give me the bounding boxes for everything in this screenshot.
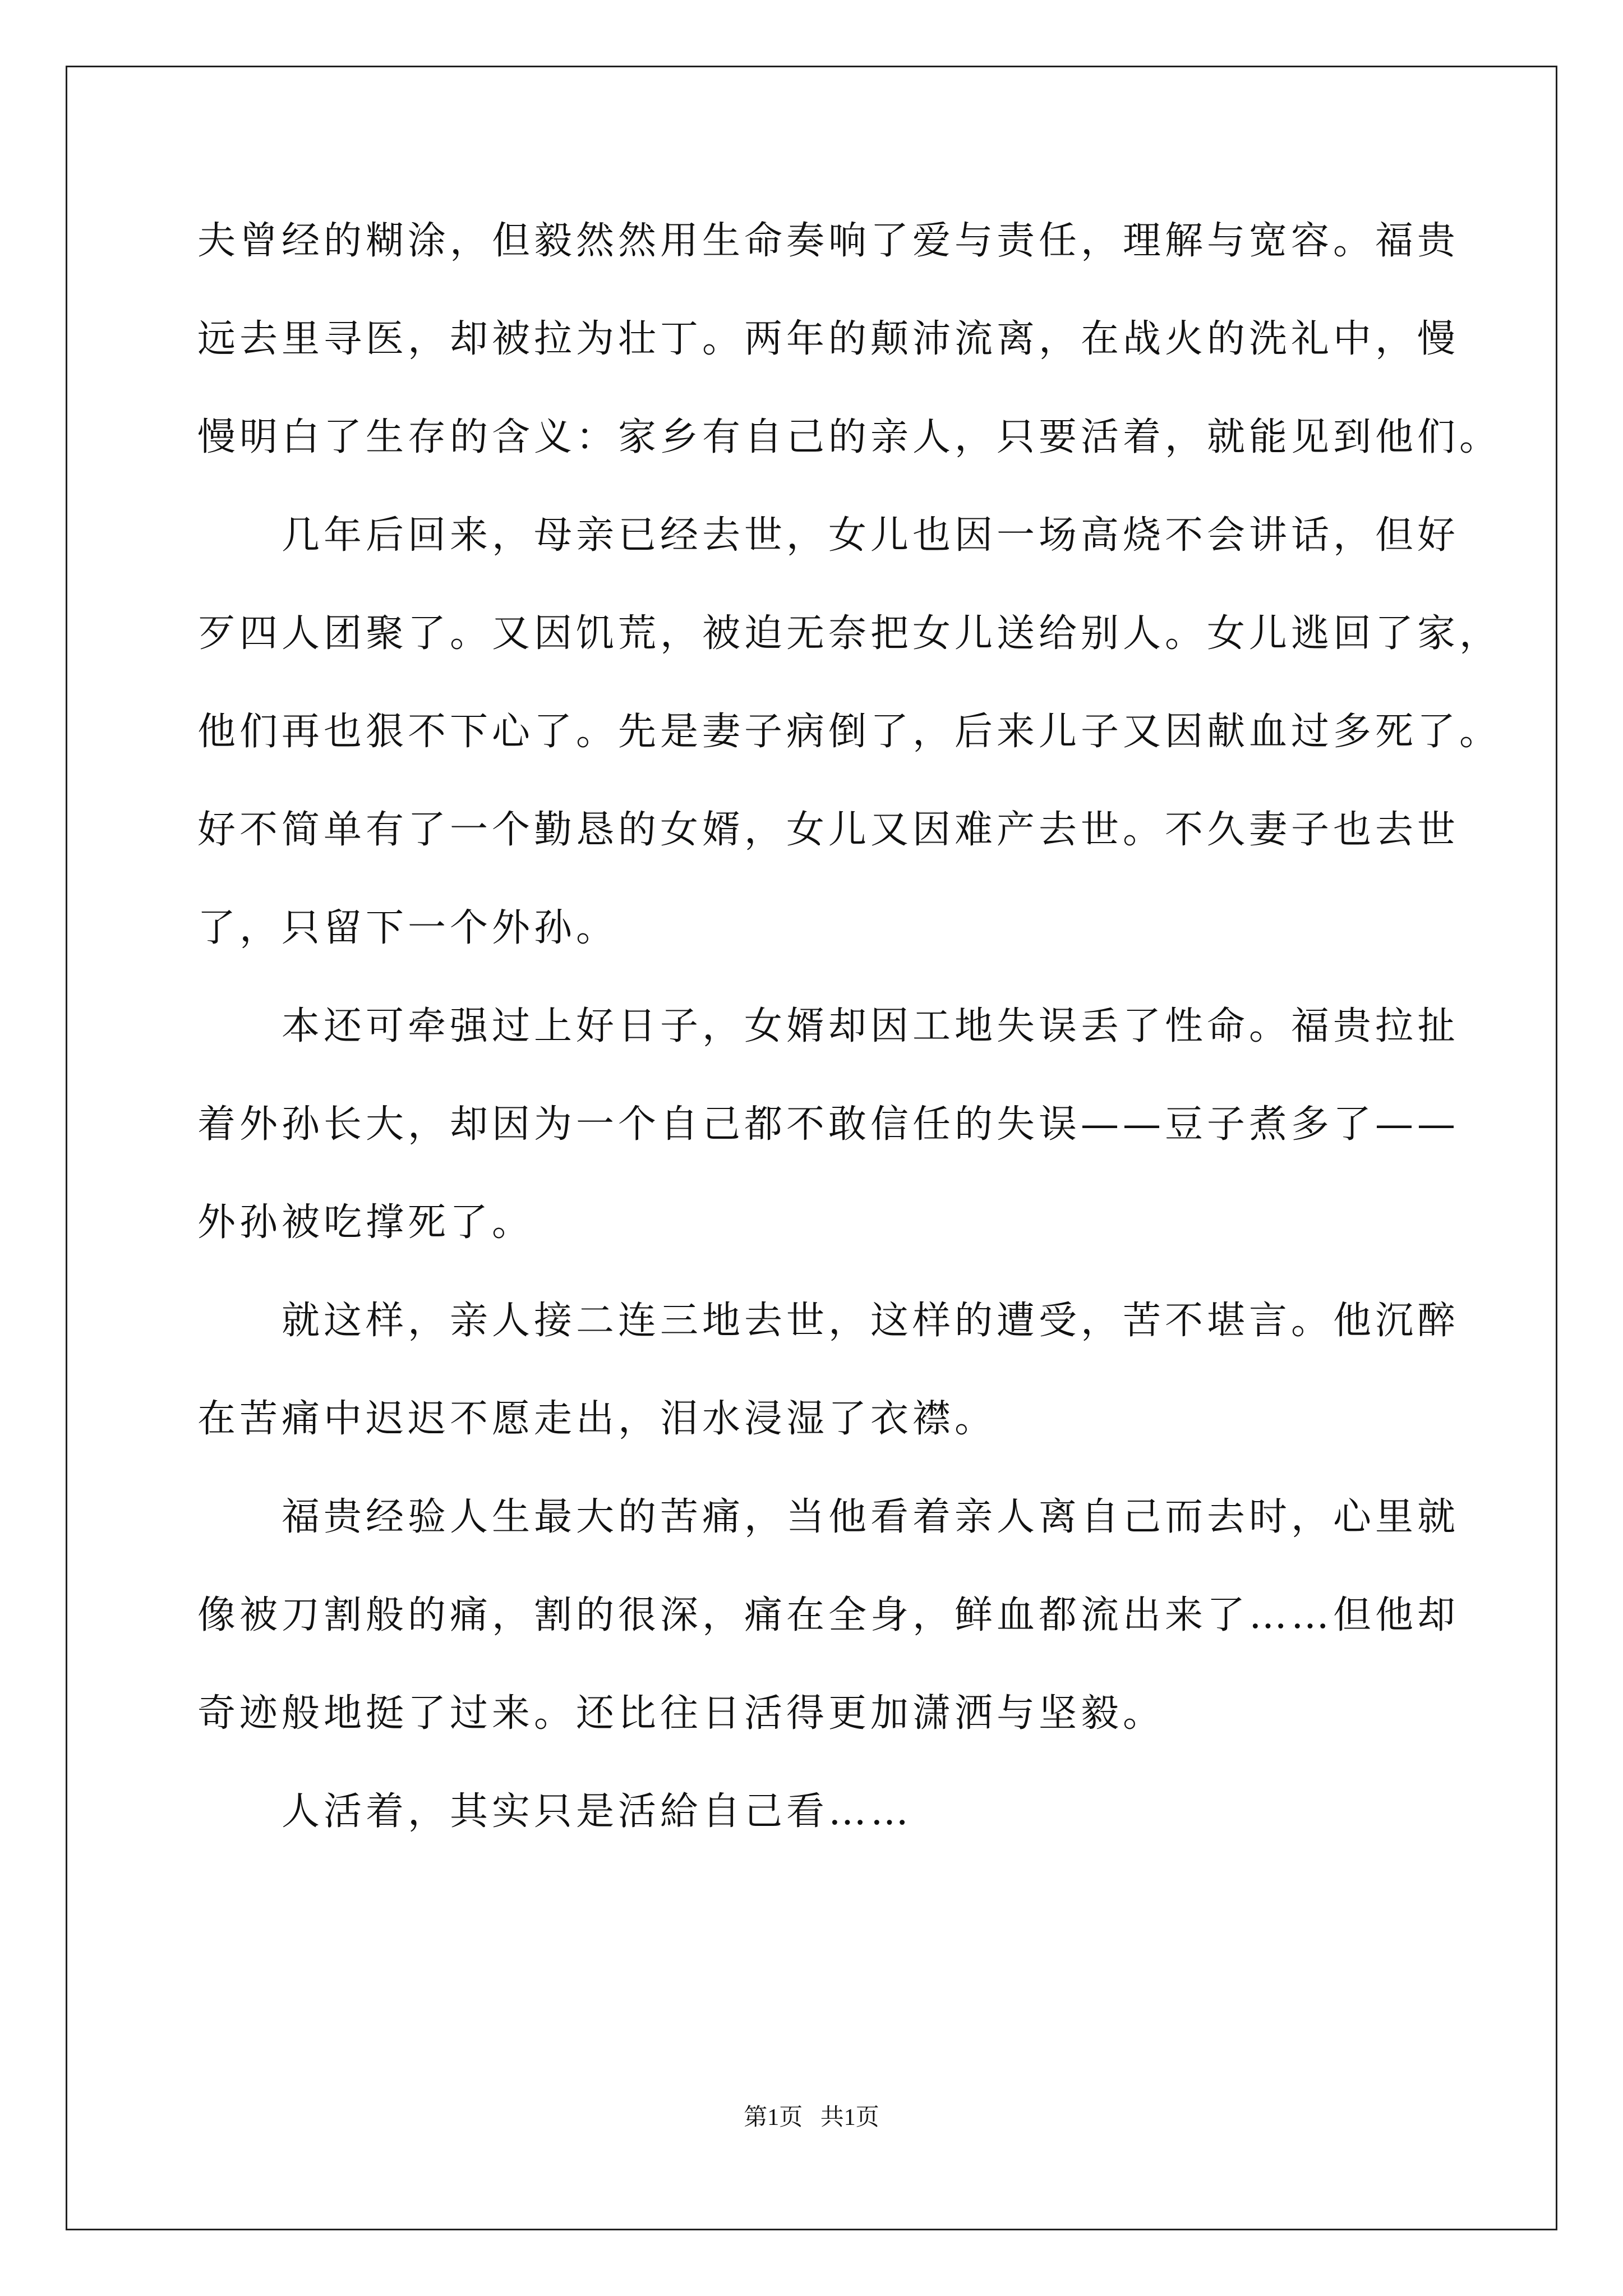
text-line: 福贵经验人生最大的苦痛，当他看着亲人离自己而去时，心里就 xyxy=(282,1495,1460,1539)
text-line: 慢明白了生存的含义：家乡有自己的亲人，只要活着，就能见到他们。 xyxy=(197,415,1502,459)
text-line: 他们再也狠不下心了。先是妻子病倒了，后来儿子又因献血过多死了。 xyxy=(197,710,1502,754)
text-line: 奇迹般地挺了过来。还比往日活得更加潇洒与坚毅。 xyxy=(197,1691,1165,1736)
body-text xyxy=(197,208,1502,1876)
page-number-footer: 第1页 共1页 xyxy=(744,2105,879,2131)
text-line: 在苦痛中迟迟不愿走出，泪水浸湿了衣襟。 xyxy=(197,1397,997,1441)
text-line: 了，只留下一个外孙。 xyxy=(197,906,619,950)
text-line: 本还可牵强过上好日子，女婿却因工地失误丢了性命。福贵拉扯 xyxy=(282,1004,1460,1048)
text-line: 夫曾经的糊涂，但毅然然用生命奏响了爱与责任，理解与宽容。福贵 xyxy=(197,219,1460,263)
text-line: 几年后回来，母亲已经去世，女儿也因一场高烧不会讲话，但好 xyxy=(282,513,1460,558)
text-line: 就这样，亲人接二连三地去世，这样的遭受，苦不堪言。他沉醉 xyxy=(282,1299,1460,1343)
text-line: 外孙被吃撑死了。 xyxy=(197,1200,534,1245)
text-line: 歹四人团聚了。又因饥荒，被迫无奈把女儿送给别人。女儿逃回了家， xyxy=(197,611,1502,656)
text-line: 好不简单有了一个勤恳的女婿，女儿又因难产去世。不久妻子也去世 xyxy=(197,808,1460,852)
text-line: 远去里寻医，却被拉为壮丁。两年的颠沛流离，在战火的洗礼中，慢 xyxy=(197,317,1460,361)
text-line: 着外孙长大，却因为一个自己都不敢信任的失误——豆子煮多了—— xyxy=(197,1102,1460,1147)
text-line: 人活着，其实只是活給自己看…… xyxy=(282,1789,913,1834)
text-line: 像被刀割般的痛，割的很深，痛在全身，鲜血都流出来了……但他却 xyxy=(197,1593,1460,1637)
